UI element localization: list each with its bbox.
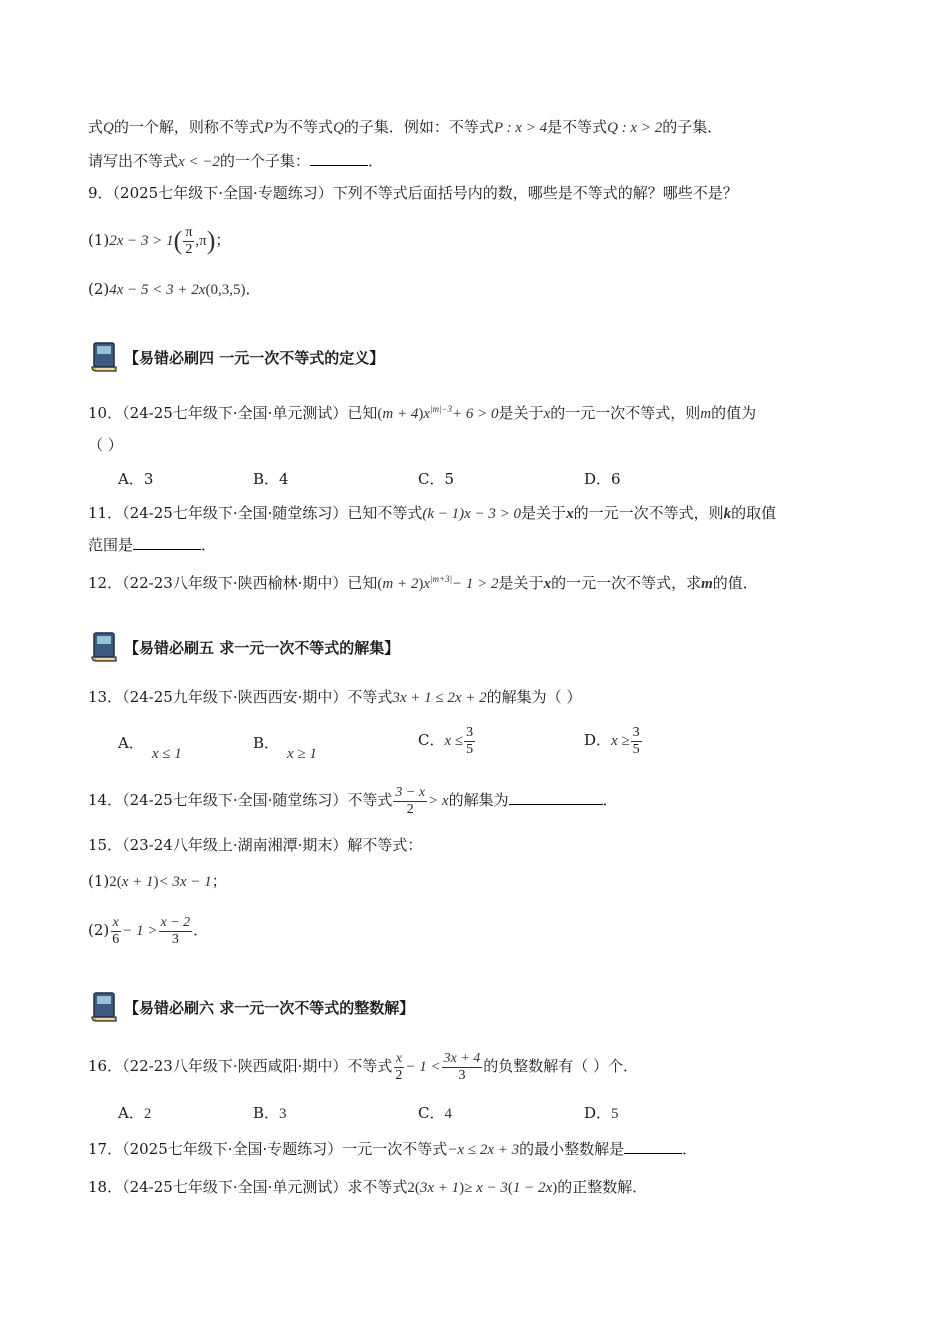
answer-blank[interactable] — [624, 1139, 682, 1154]
option-b[interactable]: B．x ≥ 1 — [253, 734, 317, 762]
question-11-line-2: 范围是 ． — [88, 536, 217, 554]
question-9: 9．（2025七年级下·全国·专题练习）下列不等式后面括号内的数，哪些是不等式的解？哪些不是？ — [88, 184, 738, 202]
section-header-4: 【易错必刷四 一元一次不等式的定义】 — [88, 340, 384, 374]
question-16: 16．（22-23八年级下·陕西咸阳·期中）不等式 $\frac{x}{2}$ − 1 < $\frac{3x + 4}{3}$ 的负整数解有（ ）个． — [88, 1050, 639, 1083]
option-d[interactable]: D．5 — [584, 1104, 619, 1122]
example-p: P : x > 4 — [493, 120, 548, 136]
option-a[interactable]: A．3 — [118, 470, 154, 488]
section-header-6: 【易错必刷六 求一元一次不等式的整数解】 — [88, 990, 414, 1024]
book-icon — [88, 340, 120, 374]
question-15-part-2: (2) $\frac{x}{6}$ − 1 > $\frac{x - 2}{3}$ ． — [88, 914, 209, 947]
option-b[interactable]: B．3 — [253, 1104, 287, 1122]
question-18: 18．（24-25七年级下·全国·单元测试）求不等式2(3x + 1)≥ x − 3(1 − 2x)的正整数解． — [88, 1178, 648, 1196]
fraction: $\frac{3}{5}$ — [632, 724, 640, 757]
question-11: 11．（24-25七年级下·全国·随堂练习）已知不等式(k − 1)x − 3 > 0是关于x的一元一次不等式，则k的取值 — [88, 504, 777, 522]
book-icon — [88, 630, 120, 664]
question-9-part-1: (1)2x − 3 > 1( $\frac{\pi}{2}$ ,π)； — [88, 224, 231, 257]
example-q: Q : x > 2 — [607, 120, 663, 136]
question-10: 10．（24-25七年级下·全国·单元测试）已知$(m + 4)x^{|m|-3}+ 6 > 0$是关于x的一元一次不等式，则m的值为 — [88, 404, 757, 422]
intro-line-2: 请写出不等式x < −2的一个子集： ． — [88, 152, 383, 170]
question-10-paren: （ ） — [88, 436, 123, 454]
question-12: 12．（22-23八年级下·陕西榆林·期中）已知$(m + 2)x^{|m+3|}- 1 > 2$是关于x的一元一次不等式，求m的值． — [88, 574, 758, 592]
section-header-5: 【易错必刷五 求一元一次不等式的解集】 — [88, 630, 399, 664]
question-17: 17．（2025七年级下·全国·专题练习）一元一次不等式−x ≤ 2x + 3的最小整数解是 ． — [88, 1140, 698, 1158]
fraction: $\frac{x}{2}$ — [395, 1050, 403, 1083]
question-14: 14．（24-25七年级下·全国·随堂练习）不等式 $\frac{3 - x}{2}$ > x的解集为 ． — [88, 784, 618, 817]
question-9-part-2: (2)4x − 5 < 3 + 2x(0,3,5)． — [88, 280, 261, 298]
question-15-part-1: (1)2(x + 1)< 3x − 1； — [88, 872, 227, 890]
fraction: $\frac{3}{5}$ — [466, 724, 474, 757]
option-a[interactable]: A．2 — [118, 1104, 152, 1122]
fraction: $\frac{3x + 4}{3}$ — [443, 1050, 481, 1083]
question-15: 15．（23-24八年级上·湖南湘潭·期末）解不等式： — [88, 836, 423, 854]
fraction: $\frac{x - 2}{3}$ — [160, 914, 191, 947]
fraction: $\frac{\pi}{2}$ — [185, 224, 193, 257]
option-b[interactable]: B．4 — [253, 470, 289, 488]
question-13: 13．（24-25九年级下·陕西西安·期中）不等式3x + 1 ≤ 2x + 2的解集为（ ） — [88, 688, 582, 706]
book-icon — [88, 990, 120, 1024]
option-c[interactable]: C．x ≤ $\frac{3}{5}$ — [418, 724, 474, 757]
option-a[interactable]: A．x ≤ 1 — [118, 734, 182, 762]
fraction: $\frac{x}{6}$ — [112, 914, 120, 947]
option-d[interactable]: D．x ≥ $\frac{3}{5}$ — [584, 724, 640, 757]
intro-line-1: 式Q的一个解，则称不等式P为不等式Q的子集．例如：不等式P : x > 4是不等式Q : x > 2的子集． — [88, 118, 723, 136]
answer-blank[interactable] — [133, 535, 201, 550]
fraction: $\frac{3 - x}{2}$ — [395, 784, 426, 817]
answer-blank[interactable] — [310, 151, 368, 166]
answer-blank[interactable] — [509, 790, 603, 805]
option-d[interactable]: D．6 — [584, 470, 621, 488]
option-c[interactable]: C．5 — [418, 470, 455, 488]
option-c[interactable]: C．4 — [418, 1104, 452, 1122]
